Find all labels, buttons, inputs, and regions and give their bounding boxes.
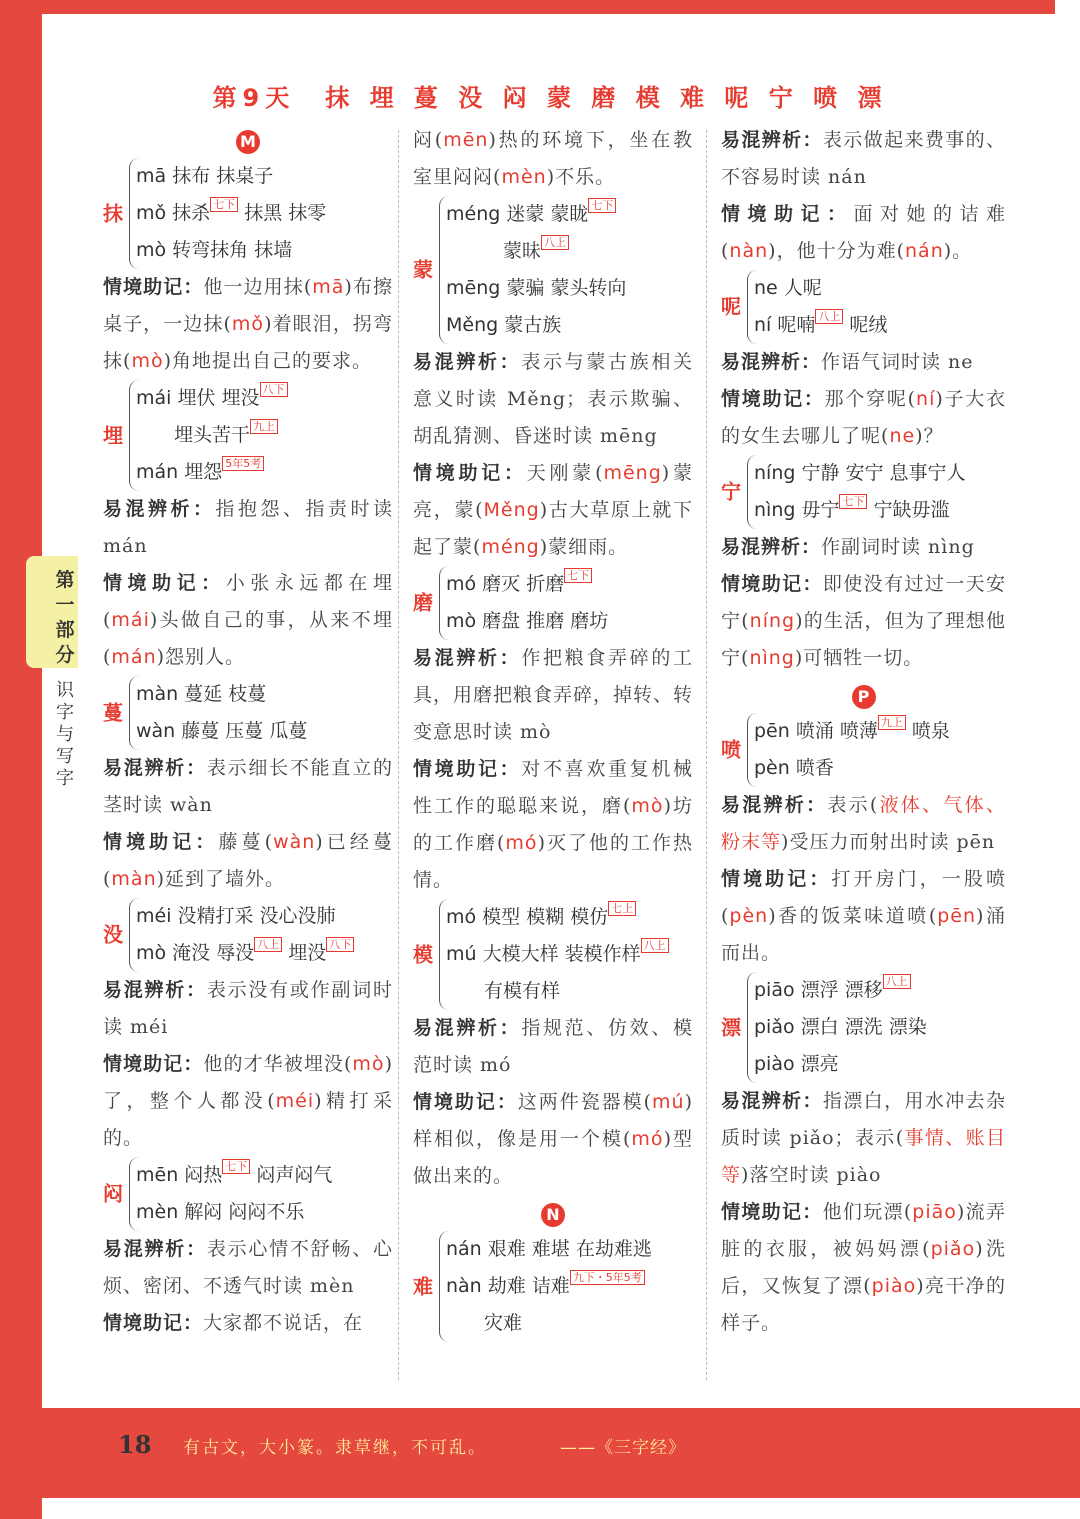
pinyin-highlight: níng <box>749 610 796 632</box>
grade-tag: 八上 <box>641 938 669 953</box>
pinyin-highlight: 液体、气体、粉末等 <box>721 794 1006 853</box>
letter-badge-n: N <box>541 1203 565 1227</box>
entry-men <box>103 1157 393 1231</box>
yihun-pen: 易混辨析：表示(液体、气体、粉末等)受压力而射出时读 pēn <box>721 794 1006 853</box>
yihun-man: 易混辨析：表示细长不能直立的茎时读 wàn <box>103 757 393 816</box>
pronunciation-line: mēng 蒙骗 蒙头转向 <box>446 277 627 299</box>
left-red-band <box>0 0 42 1519</box>
grade-tag: 八上 <box>883 974 911 989</box>
yihun-mo3: 易混辨析：指规范、仿效、模范时读 mó <box>413 1017 693 1076</box>
entry-character: 抹 <box>103 201 123 225</box>
grade-tag: 七下 <box>222 1159 250 1174</box>
qingjing-meng: 情境助记：天刚蒙(mēng)蒙亮，蒙(Měng)古大草原上就下起了蒙(méng)蒙细雨。 <box>413 462 693 558</box>
pinyin-highlight: nán <box>905 240 944 262</box>
entry-mo3 <box>413 899 693 1010</box>
pronunciation-line: piǎo 漂白 漂洗 漂染 <box>754 1016 927 1038</box>
entry-character: 宁 <box>721 479 741 504</box>
page-number: 18 <box>118 1430 152 1459</box>
pinyin-highlight: nàn <box>729 240 769 262</box>
pronunciation-lines <box>747 455 1006 529</box>
pronunciation-lines <box>439 566 693 640</box>
footer-source: ——《三字经》 <box>560 1438 686 1458</box>
pinyin-highlight: wàn <box>273 831 316 853</box>
pinyin-highlight: piǎo <box>930 1238 976 1260</box>
entry-ne <box>721 270 1006 344</box>
pronunciation-line: màn 蔓延 枝蔓 <box>136 683 267 705</box>
pronunciation-line: ní 呢喃 八上 呢绒 <box>754 310 888 336</box>
pinyin-highlight: mēng <box>603 462 662 484</box>
qingjing-nan: 情境助记：面对她的诘难(nàn)，他十分为难(nán)。 <box>721 203 1006 262</box>
qingjing-piao: 情境助记：他们玩漂(piāo)流弄脏的衣服，被妈妈漂(piǎo)洗后，又恢复了漂(piào)亮干净的样子。 <box>721 1201 1006 1334</box>
column-3 <box>721 122 1006 1342</box>
pronunciation-line: piāo 漂浮 漂移 八上 <box>754 972 1006 1009</box>
pinyin-highlight: Měng <box>483 499 540 521</box>
pronunciation-line: mán 埋怨 5年5考 <box>136 454 393 491</box>
pinyin-highlight: pèn <box>729 905 769 927</box>
entry-character: 没 <box>103 922 123 947</box>
entry-character: 闷 <box>103 1181 123 1206</box>
qingjing-mai: 情境助记：小张永远都在埋(mái)头做自己的事，从来不埋(mán)怨别人。 <box>103 572 393 668</box>
bottom-red-band <box>0 1408 1080 1498</box>
qingjing-mo3: 情境助记：这两件瓷器模(mú)样相似，像是用一个模(mó)型做出来的。 <box>413 1091 693 1187</box>
pinyin-highlight: mán <box>111 646 157 668</box>
qingjing-men: 情境助记：大家都不说话，在 <box>103 1312 364 1334</box>
pinyin-highlight: mèn <box>501 166 547 188</box>
pronunciation-line: mú 大模大样 装模作样 八上 <box>446 936 693 973</box>
grade-tag: 八下 <box>260 382 288 397</box>
pronunciation-line: méng 迷蒙 蒙眬 七下 <box>446 196 693 233</box>
pinyin-highlight: méng <box>481 536 540 558</box>
pinyin-highlight: 事情、账目等 <box>721 1127 1006 1186</box>
pronunciation-line: nìng 毋宁 七下 宁缺毋滥 <box>754 495 950 521</box>
entry-character: 漂 <box>721 1015 741 1039</box>
pinyin-highlight: ní <box>916 388 936 410</box>
pronunciation-line: mái 埋伏 埋没 八下 <box>136 380 393 417</box>
pronunciation-line: pēn 喷涌 喷薄 九上 喷泉 <box>754 716 950 742</box>
entry-mei <box>103 898 393 972</box>
pronunciation-lines <box>747 972 1006 1083</box>
pinyin-highlight: mú <box>652 1091 685 1113</box>
pronunciation-line: mó 模型 模糊 模仿 七上 <box>446 899 693 936</box>
letter-badge-p: P <box>852 685 876 709</box>
side-tab-section: 识字与写字 <box>56 680 74 789</box>
entry-character: 磨 <box>413 590 433 615</box>
pronunciation-line: mó 磨灭 折磨 七下 <box>446 566 693 603</box>
entry-man <box>103 676 393 750</box>
pinyin-highlight: mó <box>631 1128 664 1150</box>
grade-tag: 5年5考 <box>222 456 264 471</box>
entry-character: 难 <box>413 1274 433 1298</box>
entry-mai <box>103 380 393 491</box>
pronunciation-line: mēn 闷热 七下 闷声闷气 <box>136 1160 333 1186</box>
qingjing-mei: 情境助记：他的才华被埋没(mò)了，整个人都没(méi)精打采的。 <box>103 1053 393 1149</box>
entry-character: 蒙 <box>413 257 433 282</box>
pronunciation-lines <box>129 380 393 491</box>
qingjing-pen: 情境助记：打开房门，一股喷(pèn)香的饭菜味道喷(pēn)涌而出。 <box>721 868 1006 964</box>
entry-ning <box>721 455 1006 529</box>
yihun-meng: 易混辨析：表示与蒙古族相关意义时读 Měng；表示欺骗、胡乱猜测、昏迷时读 mēng <box>413 351 693 447</box>
qingjing-mo: 情境助记：他一边用抹(mā)布擦桌子，一边抹(mǒ)着眼泪，拐弯抹(mò)角地提出自己的要求。 <box>103 276 393 372</box>
pinyin-highlight: ne <box>889 425 916 447</box>
yihun-ning: 易混辨析：作副词时读 nìng <box>721 536 975 558</box>
grade-tag: 八上 <box>254 937 282 952</box>
grade-tag: 九上 <box>250 419 278 434</box>
pinyin-highlight: mò <box>631 795 664 817</box>
yihun-ne: 易混辨析：作语气词时读 ne <box>721 351 974 373</box>
pinyin-highlight: mā <box>312 276 345 298</box>
column-1 <box>103 122 393 1342</box>
pronunciation-line: 灾难 <box>446 1312 523 1334</box>
pronunciation-lines <box>439 1231 693 1342</box>
entry-mo <box>103 158 393 269</box>
top-red-band <box>0 0 1055 14</box>
pronunciation-lines <box>439 196 693 344</box>
column-2 <box>413 122 693 1342</box>
pinyin-highlight: mái <box>111 609 150 631</box>
pronunciation-line: 蒙昧 八上 <box>446 233 693 270</box>
letter-badge-m: M <box>236 130 260 154</box>
pronunciation-line: pèn 喷香 <box>754 757 834 779</box>
pinyin-highlight: pēn <box>937 905 977 927</box>
grade-tag: 七下 <box>210 197 238 212</box>
pronunciation-line: mò 转弯抹角 抹墙 <box>136 239 293 261</box>
yihun-men: 易混辨析：表示心情不舒畅、心烦、密闭、不透气时读 mèn <box>103 1238 393 1297</box>
yihun-mei: 易混辨析：表示没有或作副词时读 méi <box>103 979 393 1038</box>
pronunciation-line: méi 没精打采 没心没肺 <box>136 905 336 927</box>
pronunciation-line: níng 宁静 安宁 息事宁人 <box>754 462 966 484</box>
qingjing-man: 情境助记：藤蔓(wàn)已经蔓(màn)延到了墙外。 <box>103 831 393 890</box>
pronunciation-line: mò 磨盘 推磨 磨坊 <box>446 610 609 632</box>
entry-mo2 <box>413 566 693 640</box>
yihun-mai: 易混辨析：指抱怨、指责时读 mán <box>103 498 393 557</box>
grade-tag: 八上 <box>541 235 569 250</box>
column-divider <box>398 130 399 1380</box>
pronunciation-line: mǒ 抹杀 七下 抹黑 抹零 <box>136 198 327 224</box>
pronunciation-lines <box>747 713 1006 787</box>
yihun-nan: 易混辨析：表示做起来费事的、不容易时读 nán <box>721 129 1006 188</box>
pronunciation-lines <box>129 676 393 750</box>
pinyin-highlight: mǒ <box>231 313 265 335</box>
pinyin-highlight: mò <box>131 350 164 372</box>
pronunciation-line: mā 抹布 抹桌子 <box>136 165 274 187</box>
pronunciation-line: mò 淹没 辱没 八上 埋没 八下 <box>136 935 393 972</box>
pronunciation-lines <box>129 898 393 972</box>
entry-meng <box>413 196 693 344</box>
pronunciation-lines <box>129 158 393 269</box>
grade-tag: 八下 <box>326 937 354 952</box>
grade-tag: 七上 <box>608 901 636 916</box>
pronunciation-lines <box>439 899 693 1010</box>
pinyin-highlight: méi <box>275 1090 315 1112</box>
yihun-mo2: 易混辨析：作把粮食弄碎的工具，用磨把粮食弄碎，掉转、转变意思时读 mò <box>413 647 694 743</box>
entry-pen <box>721 713 1006 787</box>
pinyin-highlight: màn <box>111 868 157 890</box>
entry-piao <box>721 972 1006 1083</box>
grade-tag: 七下 <box>839 494 867 509</box>
pronunciation-line: 有模有样 <box>446 980 561 1002</box>
grade-tag: 九下・5年5考 <box>570 1270 645 1285</box>
pronunciation-lines <box>129 1157 393 1231</box>
qingjing-mo2: 情境助记：对不喜欢重复机械性工作的聪聪来说，磨(mò)坊的工作磨(mó)灭了他的工作热情。 <box>413 758 693 891</box>
pronunciation-line: mèn 解闷 闷闷不乐 <box>136 1201 305 1223</box>
qingjing-men-continued: 闷(mēn)热的环境下，坐在教室里闷闷(mèn)不乐。 <box>413 129 693 188</box>
entry-nan <box>413 1231 693 1342</box>
pronunciation-line: piào 漂亮 <box>754 1053 839 1075</box>
pinyin-highlight: piào <box>871 1275 917 1297</box>
grade-tag: 七下 <box>588 198 616 213</box>
yihun-piao: 易混辨析：指漂白，用水冲去杂质时读 piǎo；表示(事情、账目等)落空时读 piào <box>721 1090 1006 1186</box>
entry-character: 模 <box>413 942 433 966</box>
entry-character: 呢 <box>721 294 741 319</box>
pronunciation-line: 埋头苦干 九上 <box>136 417 393 454</box>
qingjing-ne: 情境助记：那个穿呢(ní)子大衣的女生去哪儿了呢(ne)？ <box>721 388 1006 447</box>
pronunciation-lines <box>747 270 1006 344</box>
column-divider <box>706 130 707 1380</box>
pinyin-highlight: mēn <box>443 129 489 151</box>
grade-tag: 七下 <box>564 568 592 583</box>
entry-character: 埋 <box>103 423 123 447</box>
pinyin-highlight: mó <box>505 832 538 854</box>
grade-tag: 八上 <box>815 309 843 324</box>
pinyin-highlight: nìng <box>749 647 795 669</box>
pronunciation-line: nán 艰难 难堪 在劫难逃 <box>446 1238 652 1260</box>
qingjing-ning: 情境助记：即使没有过过一天安宁(níng)的生活，但为了理想他宁(nìng)可牺牲一切。 <box>721 573 1006 669</box>
footer-quote: 有古文，大小篆。隶草继，不可乱。 <box>183 1438 487 1458</box>
pronunciation-line: Měng 蒙古族 <box>446 314 562 336</box>
pronunciation-line: wàn 藤蔓 压蔓 瓜蔓 <box>136 720 308 742</box>
pinyin-highlight: mò <box>352 1053 385 1075</box>
entry-character: 蔓 <box>103 700 123 725</box>
entry-character: 喷 <box>721 737 741 762</box>
side-tab-part: 第一部分 <box>55 569 75 666</box>
page-title: 第9天 抹 埋 蔓 没 闷 蒙 磨 模 难 呢 宁 喷 漂 <box>212 84 888 112</box>
grade-tag: 九上 <box>878 715 906 730</box>
pronunciation-line: ne 人呢 <box>754 277 822 299</box>
pronunciation-line: nàn 劫难 诘难 九下・5年5考 <box>446 1268 693 1305</box>
pinyin-highlight: piāo <box>912 1201 957 1223</box>
